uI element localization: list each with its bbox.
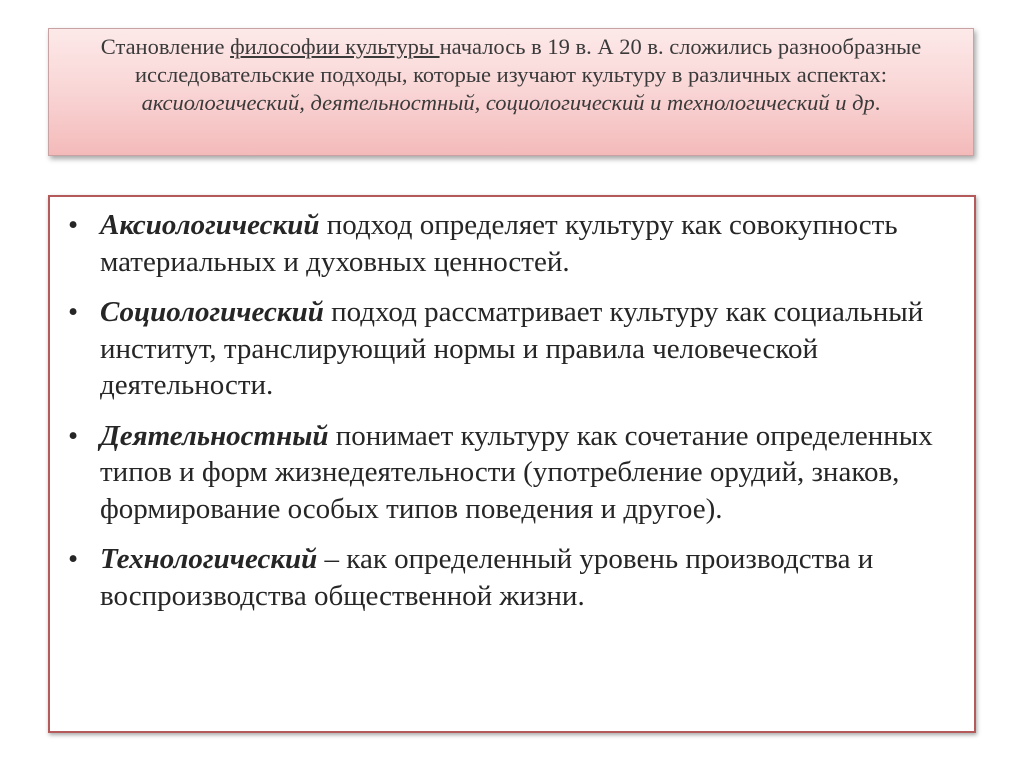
header-text-middle: началось в 19 в. А 20 в. сложились разнообразные исследовательские подходы, которые изучают культуру в различных аспектах: [135, 34, 922, 87]
list-item-technological [66, 541, 954, 614]
approach-term: Аксиологический [100, 209, 320, 241]
approach-description: подход определяет культуру как совокупность материальных и духовных ценностей. [100, 209, 898, 278]
list-item-axiological [66, 207, 954, 280]
approach-term: Социологический [100, 296, 324, 328]
header-text-start: Становление [100, 34, 231, 59]
approaches-list [66, 207, 954, 614]
bullet-icon: • [68, 543, 79, 575]
header-box [48, 28, 974, 156]
bullet-icon: • [68, 296, 79, 328]
content-box [48, 195, 976, 733]
header-underlined-term: философии культуры [230, 34, 440, 59]
list-item-sociological [66, 294, 954, 404]
approach-description: – как определенный уровень производства и воспроизводства общественной жизни. [100, 543, 874, 612]
header-text-end: . [874, 90, 881, 115]
header-italic-list: аксиологический, деятельностный, социологический и технологический и др [141, 90, 875, 115]
approach-term: Деятельностный [100, 419, 329, 452]
approach-description: подход рассматривает культуру как социальный институт, транслирующий нормы и правила человеческой деятельности. [100, 296, 924, 401]
bullet-icon: • [68, 419, 79, 452]
list-item-activity [66, 418, 954, 528]
approach-term: Технологический [100, 543, 318, 575]
approach-description: понимает культуру как сочетание определенных типов и форм жизнедеятельности (употребление орудий, знаков, формирование особых типов поведения и другое). [100, 419, 933, 525]
bullet-icon: • [68, 209, 79, 241]
